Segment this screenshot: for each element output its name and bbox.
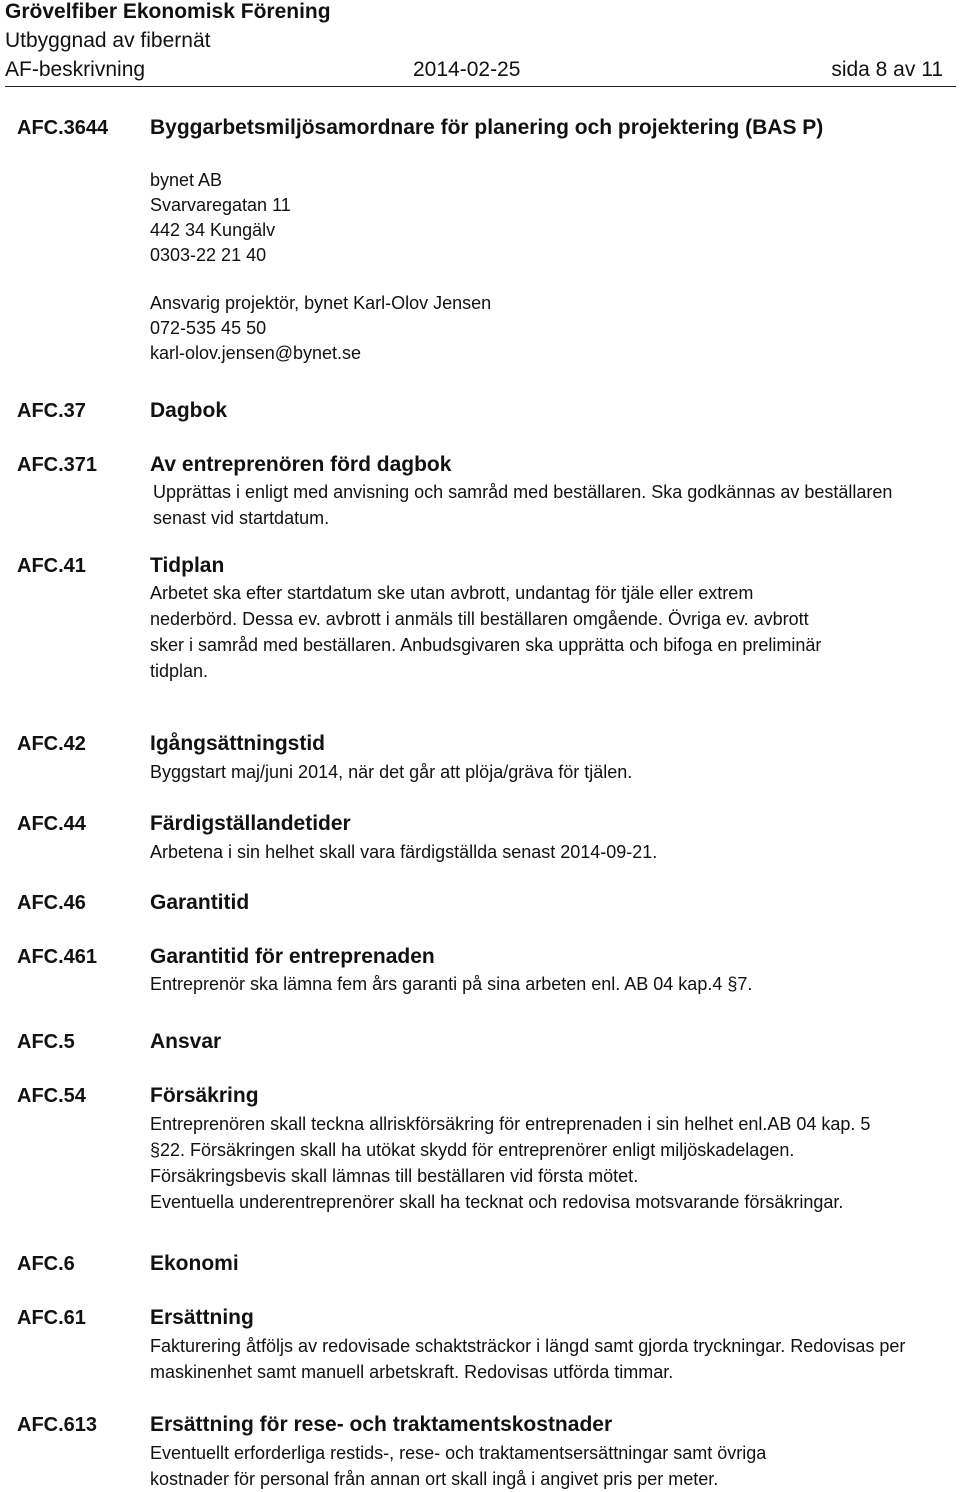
section-title: Ersättning bbox=[150, 1306, 254, 1329]
section-title: Ekonomi bbox=[150, 1252, 239, 1275]
body-line: nederbörd. Dessa ev. avbrott i anmäls till beställaren omgående. Övriga ev. avbrott bbox=[150, 609, 809, 629]
section-body bbox=[150, 1333, 950, 1385]
address-line: 442 34 Kungälv bbox=[150, 220, 276, 240]
section-code: AFC.37 bbox=[17, 400, 86, 422]
section-title: Byggarbetsmiljösamordnare för planering och projektering (BAS P) bbox=[150, 116, 824, 139]
company-address bbox=[150, 168, 291, 268]
body-line: maskinenhet samt manuell arbetskraft. Redovisas utförda timmar. bbox=[150, 1362, 674, 1382]
body-line: §22. Försäkringen skall ha utökat skydd för entreprenörer enligt miljöskadelagen. bbox=[150, 1140, 795, 1160]
body-line: Eventuella underentreprenörer skall ha tecknat och redovisa motsvarande försäkringar. bbox=[150, 1192, 844, 1212]
body-line: Försäkringsbevis skall lämnas till beställaren vid första mötet. bbox=[150, 1166, 639, 1186]
body-line: Eventuellt erforderliga restids-, rese- och traktamentsersättningar samt övriga bbox=[150, 1443, 767, 1463]
section-title: Av entreprenören förd dagbok bbox=[150, 453, 452, 476]
contact-info bbox=[150, 291, 491, 366]
contact-line: 072-535 45 50 bbox=[150, 318, 267, 338]
address-line: 0303-22 21 40 bbox=[150, 245, 267, 265]
body-line: tidplan. bbox=[150, 661, 209, 681]
section-code: AFC.46 bbox=[17, 892, 86, 914]
body-line: Byggstart maj/juni 2014, när det går att plöja/gräva för tjälen. bbox=[150, 762, 633, 782]
body-line: Arbetena i sin helhet skall vara färdigställda senast 2014-09-21. bbox=[150, 842, 658, 862]
section-code: AFC.461 bbox=[17, 946, 98, 968]
section-title: Försäkring bbox=[150, 1084, 259, 1107]
body-line: Upprättas i enligt med anvisning och samråd med beställaren. Ska godkännas av beställaren bbox=[153, 482, 893, 502]
section-body bbox=[150, 1111, 950, 1215]
address-line: bynet AB bbox=[150, 170, 223, 190]
header-doc-type: AF-beskrivning bbox=[5, 58, 146, 81]
section-code: AFC.41 bbox=[17, 555, 86, 577]
header-page: sida 8 av 11 bbox=[831, 58, 943, 81]
section-code: AFC.54 bbox=[17, 1085, 86, 1107]
header-project: Utbyggnad av fibernät bbox=[5, 29, 211, 52]
section-title: Garantitid bbox=[150, 891, 250, 914]
header-row bbox=[5, 58, 955, 84]
section-body bbox=[150, 971, 950, 997]
header-divider bbox=[5, 86, 956, 87]
section-code: AFC.5 bbox=[17, 1031, 75, 1053]
body-line: kostnader för personal från annan ort skall ingå i angivet pris per meter. bbox=[150, 1469, 719, 1489]
section-title: Färdigställandetider bbox=[150, 812, 351, 835]
section-body bbox=[153, 479, 953, 531]
section-code: AFC.61 bbox=[17, 1307, 86, 1329]
contact-line: Ansvarig projektör, bynet Karl-Olov Jensen bbox=[150, 293, 492, 313]
section-title: Ersättning för rese- och traktamentskostnader bbox=[150, 1413, 613, 1436]
section-body bbox=[150, 1440, 950, 1492]
header-org: Grövelfiber Ekonomisk Förening bbox=[5, 0, 331, 23]
body-line: Fakturering åtföljs av redovisade schaktsträckor i längd samt gjorda tryckningar. Redovisas per bbox=[150, 1336, 906, 1356]
section-code: AFC.371 bbox=[17, 454, 98, 476]
body-line: sker i samråd med beställaren. Anbudsgivaren ska upprätta och bifoga en preliminär bbox=[150, 635, 822, 655]
section-code: AFC.3644 bbox=[17, 117, 109, 139]
section-body bbox=[150, 839, 950, 865]
body-line: Arbetet ska efter startdatum ske utan avbrott, undantag för tjäle eller extrem bbox=[150, 583, 754, 603]
section-code: AFC.613 bbox=[17, 1414, 98, 1436]
section-title: Ansvar bbox=[150, 1030, 222, 1053]
section-title: Tidplan bbox=[150, 554, 225, 577]
section-code: AFC.42 bbox=[17, 733, 86, 755]
body-line: senast vid startdatum. bbox=[153, 508, 330, 528]
address-line: Svarvaregatan 11 bbox=[150, 195, 291, 215]
body-line: Entreprenör ska lämna fem års garanti på sina arbeten enl. AB 04 kap.4 §7. bbox=[150, 974, 753, 994]
section-title: Garantitid för entreprenaden bbox=[150, 945, 435, 968]
body-line: Entreprenören skall teckna allriskförsäkring för entreprenaden i sin helhet enl.AB 04 kap. 5 bbox=[150, 1114, 871, 1134]
contact-email: karl-olov.jensen@bynet.se bbox=[150, 343, 362, 363]
section-title: Dagbok bbox=[150, 399, 228, 422]
section-code: AFC.44 bbox=[17, 813, 86, 835]
section-code: AFC.6 bbox=[17, 1253, 75, 1275]
section-body bbox=[150, 580, 950, 684]
section-title: Igångsättningstid bbox=[150, 732, 325, 755]
section-body bbox=[150, 759, 950, 785]
header-date: 2014-02-25 bbox=[413, 58, 521, 81]
